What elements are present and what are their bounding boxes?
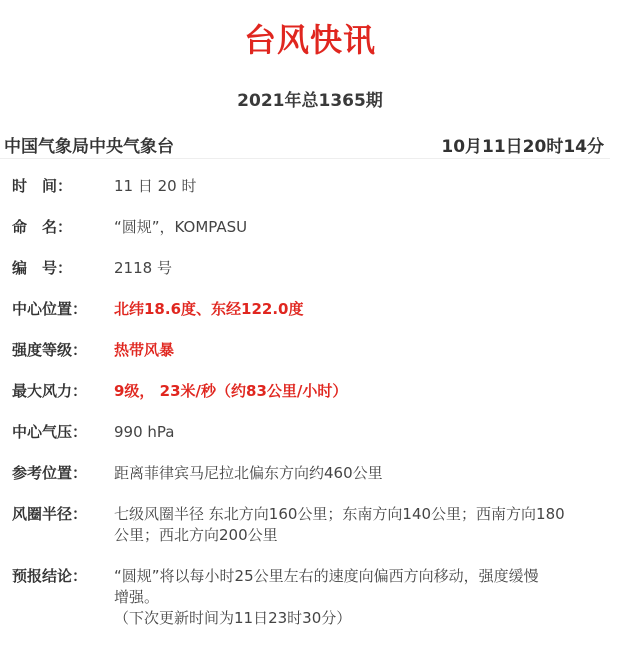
field-value: 9级， 23米/秒（约83公里/小时） — [114, 382, 348, 400]
field-label: 中心位置： — [12, 300, 88, 318]
field-label: 预报结论： — [12, 567, 88, 585]
field-value: 北纬18.6度、东经122.0度 — [114, 300, 304, 318]
field-label: 参考位置： — [12, 464, 88, 482]
field-value: 热带风暴 — [114, 341, 175, 359]
field-number — [12, 258, 602, 279]
field-label: 强度等级： — [12, 341, 88, 359]
field-value: 距离菲律宾马尼拉北偏东方向约460公里 — [114, 464, 383, 482]
field-value: 990 hPa — [114, 423, 175, 441]
source-row — [4, 131, 604, 157]
field-label: 中心气压： — [12, 423, 88, 441]
forecast-line: （下次更新时间为11日23时30分） — [114, 609, 352, 627]
field-label: 最大风力： — [12, 382, 88, 400]
field-wind-radius — [12, 504, 602, 546]
issue-number: 2021年总1365期 — [237, 91, 383, 111]
forecast-line: 增强。 — [114, 588, 160, 606]
field-name — [12, 217, 602, 238]
field-reference-position — [12, 463, 602, 484]
wind-radius-line: 公里；西北方向200公里 — [114, 526, 278, 544]
forecast-line: “圆规”将以每小时25公里左右的速度向偏西方向移动，强度缓慢 — [114, 567, 539, 585]
field-forecast — [12, 566, 602, 629]
field-label: 命 名： — [12, 218, 73, 236]
field-value — [114, 566, 602, 629]
field-center-position — [12, 299, 602, 320]
field-value — [114, 504, 602, 546]
publish-datetime: 10月11日20时14分 — [441, 136, 604, 157]
field-value: 11 日 20 时 — [114, 177, 197, 195]
source-agency: 中国气象局中央气象台 — [4, 136, 174, 157]
field-value: 2118 号 — [114, 259, 172, 277]
field-time — [12, 176, 602, 197]
field-intensity — [12, 340, 602, 361]
field-pressure — [12, 422, 602, 443]
field-value: “圆规”，KOMPASU — [114, 218, 248, 236]
bulletin-title: 台风快讯 — [243, 21, 376, 59]
wind-radius-line: 七级风圈半径 东北方向160公里；东南方向140公里；西南方向180 — [114, 505, 565, 523]
field-label: 编 号： — [12, 259, 73, 277]
field-max-wind — [12, 381, 602, 402]
field-label: 时 间： — [12, 177, 73, 195]
divider — [0, 158, 610, 159]
field-label: 风圈半径： — [12, 505, 88, 523]
